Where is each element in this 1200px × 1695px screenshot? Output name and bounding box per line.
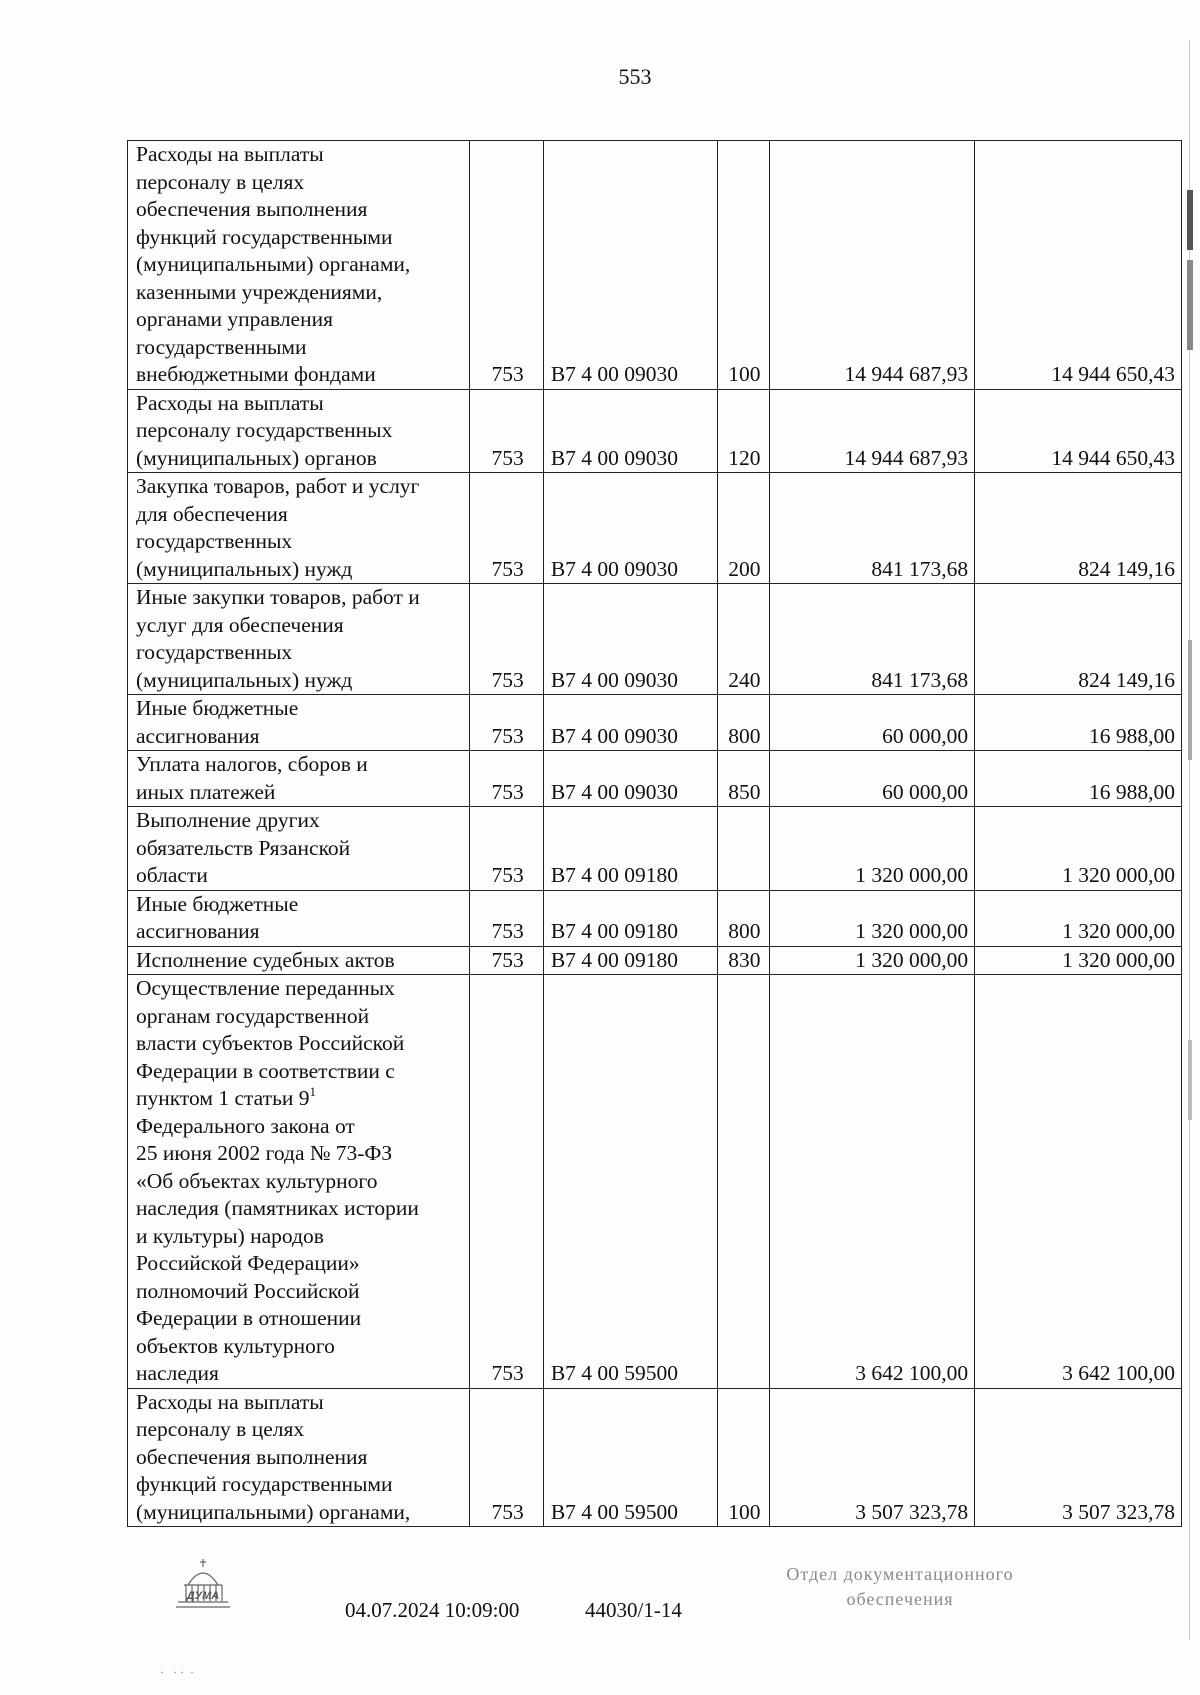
description-line: Федерации в соответствии с — [136, 1058, 395, 1083]
admin-code: 753 — [470, 141, 543, 390]
target-code: В7 4 00 09180 — [543, 890, 718, 946]
expense-type: 830 — [718, 946, 769, 975]
duma-emblem-icon — [172, 1555, 234, 1613]
description-line: Исполнение судебных актов — [136, 947, 395, 972]
description-line: иных платежей — [136, 779, 276, 804]
target-code: В7 4 00 59500 — [543, 1388, 718, 1527]
amount-executed: 1 320 000,00 — [975, 946, 1182, 975]
description-line: и культуры) народов — [136, 1223, 324, 1248]
admin-code: 753 — [470, 389, 543, 473]
description-line: Расходы на выплаты — [136, 1389, 324, 1414]
expense-type: 850 — [718, 751, 769, 807]
row-description — [128, 695, 470, 751]
description-line: Российской Федерации» — [136, 1251, 360, 1275]
description-line: персоналу государственных — [136, 418, 393, 442]
description-line: персоналу в целях — [136, 169, 305, 194]
row-description — [128, 807, 470, 891]
admin-code: 753 — [470, 890, 543, 946]
description-line: 25 июня 2002 года № 73-ФЗ — [136, 1141, 393, 1165]
target-code: В7 4 00 09030 — [543, 473, 718, 584]
description-line: Федерации в отношении — [136, 1306, 362, 1330]
target-code: В7 4 00 59500 — [543, 975, 718, 1389]
scan-artifact: · · · · — [160, 1665, 194, 1679]
description-line: ассигнования — [136, 919, 260, 943]
description-line: Выполнение других — [136, 808, 320, 832]
amount-planned: 841 173,68 — [769, 584, 975, 695]
description-line: Осуществление переданных — [136, 976, 395, 1000]
description-line: Иные закупки товаров, работ и — [136, 585, 420, 609]
amount-executed: 3 642 100,00 — [975, 975, 1182, 1389]
amount-executed: 1 320 000,00 — [975, 890, 1182, 946]
expense-type — [718, 807, 769, 891]
expense-type: 100 — [718, 1388, 769, 1527]
description-line: государственных — [136, 529, 293, 553]
table-row — [128, 751, 1182, 807]
description-line: для обеспечения — [136, 501, 288, 526]
expense-type — [718, 975, 769, 1389]
expense-type: 800 — [718, 695, 769, 751]
admin-code: 753 — [470, 751, 543, 807]
amount-planned: 14 944 687,93 — [769, 389, 975, 473]
table-body — [128, 141, 1182, 1527]
admin-code: 753 — [470, 975, 543, 1389]
description-line: (муниципальных) органов — [136, 445, 377, 470]
description-line: (муниципальными) органами, — [136, 252, 411, 276]
description-line: Расходы на выплаты — [136, 390, 324, 415]
description-line: функций государственными — [136, 224, 393, 249]
row-description — [128, 584, 470, 695]
description-line: Иные бюджетные — [136, 696, 299, 720]
expense-type: 100 — [718, 141, 769, 390]
description-line: государственными — [136, 334, 307, 359]
description-line: ассигнования — [136, 723, 260, 748]
target-code: В7 4 00 09180 — [543, 807, 718, 891]
footer-doc-number: 44030/1-14 — [585, 1598, 682, 1622]
description-line: персоналу в целях — [136, 1417, 305, 1441]
amount-executed: 16 988,00 — [975, 751, 1182, 807]
table-row — [128, 141, 1182, 390]
description-line: органам государственной — [136, 1003, 370, 1028]
description-line: наследия (памятниках истории — [136, 1196, 419, 1220]
description-line: внебюджетными фондами — [136, 362, 376, 386]
description-line: государственных — [136, 640, 293, 664]
amount-planned: 60 000,00 — [769, 695, 975, 751]
description-line: Иные бюджетные — [136, 891, 299, 916]
table-row — [128, 1388, 1182, 1527]
admin-code: 753 — [470, 1388, 543, 1527]
table-row — [128, 473, 1182, 584]
admin-code: 753 — [470, 584, 543, 695]
admin-code: 753 — [470, 946, 543, 975]
superscript: 1 — [309, 1084, 317, 1099]
amount-planned: 3 642 100,00 — [769, 975, 975, 1389]
amount-planned: 14 944 687,93 — [769, 141, 975, 390]
description-line: полномочий Российской — [136, 1278, 360, 1303]
target-code: В7 4 00 09030 — [543, 141, 718, 390]
amount-executed: 3 507 323,78 — [975, 1388, 1182, 1527]
admin-code: 753 — [470, 807, 543, 891]
amount-planned: 60 000,00 — [769, 751, 975, 807]
description-line: (муниципальными) органами, — [136, 1499, 411, 1524]
description-line: обеспечения выполнения — [136, 1444, 368, 1469]
budget-table — [127, 140, 1182, 1527]
amount-executed: 824 149,16 — [975, 584, 1182, 695]
description-line: функций государственными — [136, 1472, 393, 1496]
row-description — [128, 1388, 470, 1527]
description-line: Расходы на выплаты — [136, 142, 324, 166]
amount-executed: 14 944 650,43 — [975, 141, 1182, 390]
scan-edge-mark — [1186, 40, 1194, 1640]
expense-type: 800 — [718, 890, 769, 946]
description-line: пунктом 1 статьи 9 — [136, 1086, 310, 1110]
stamp-line: обеспечения — [846, 1589, 954, 1609]
description-line: обеспечения выполнения — [136, 197, 368, 221]
admin-code: 753 — [470, 695, 543, 751]
description-line: «Об объектах культурного — [136, 1168, 378, 1193]
page-number: 553 — [618, 64, 652, 89]
table-row — [128, 946, 1182, 975]
description-line: Федерального закона от — [136, 1113, 355, 1138]
description-line: Уплата налогов, сборов и — [136, 752, 368, 776]
expense-type: 200 — [718, 473, 769, 584]
description-line: услуг для обеспечения — [136, 612, 344, 637]
row-description — [128, 975, 470, 1389]
amount-planned: 1 320 000,00 — [769, 807, 975, 891]
description-line: власти субъектов Российской — [136, 1031, 405, 1055]
expense-type: 240 — [718, 584, 769, 695]
table-row — [128, 890, 1182, 946]
expense-type: 120 — [718, 389, 769, 473]
row-description — [128, 751, 470, 807]
row-description — [128, 141, 470, 390]
amount-executed: 824 149,16 — [975, 473, 1182, 584]
admin-code: 753 — [470, 473, 543, 584]
department-stamp — [760, 1562, 1040, 1612]
target-code: В7 4 00 09180 — [543, 946, 718, 975]
row-description — [128, 946, 470, 975]
amount-executed: 1 320 000,00 — [975, 807, 1182, 891]
amount-planned: 1 320 000,00 — [769, 890, 975, 946]
target-code: В7 4 00 09030 — [543, 389, 718, 473]
description-line: органами управления — [136, 307, 333, 331]
row-description — [128, 389, 470, 473]
table-row — [128, 975, 1182, 1389]
amount-planned: 841 173,68 — [769, 473, 975, 584]
description-line: объектов культурного — [136, 1333, 335, 1358]
table-row — [128, 584, 1182, 695]
amount-planned: 3 507 323,78 — [769, 1388, 975, 1527]
target-code: В7 4 00 09030 — [543, 584, 718, 695]
table-row — [128, 695, 1182, 751]
description-line: обязательств Рязанской — [136, 835, 351, 860]
svg-text:ДУМА: ДУМА — [186, 1590, 220, 1602]
amount-executed: 16 988,00 — [975, 695, 1182, 751]
table-row — [128, 389, 1182, 473]
target-code: В7 4 00 09030 — [543, 751, 718, 807]
stamp-line: Отдел документационного — [786, 1564, 1014, 1584]
row-description — [128, 890, 470, 946]
description-line: наследия — [136, 1361, 219, 1385]
description-line: (муниципальных) нужд — [136, 556, 353, 581]
target-code: В7 4 00 09030 — [543, 695, 718, 751]
footer-date: 04.07.2024 10:09:00 — [345, 1598, 520, 1622]
description-line: казенными учреждениями, — [136, 279, 383, 304]
row-description — [128, 473, 470, 584]
amount-planned: 1 320 000,00 — [769, 946, 975, 975]
table-row — [128, 807, 1182, 891]
description-line: области — [136, 863, 208, 887]
description-line: Закупка товаров, работ и услуг — [136, 474, 420, 498]
description-line: (муниципальных) нужд — [136, 667, 353, 692]
amount-executed: 14 944 650,43 — [975, 389, 1182, 473]
